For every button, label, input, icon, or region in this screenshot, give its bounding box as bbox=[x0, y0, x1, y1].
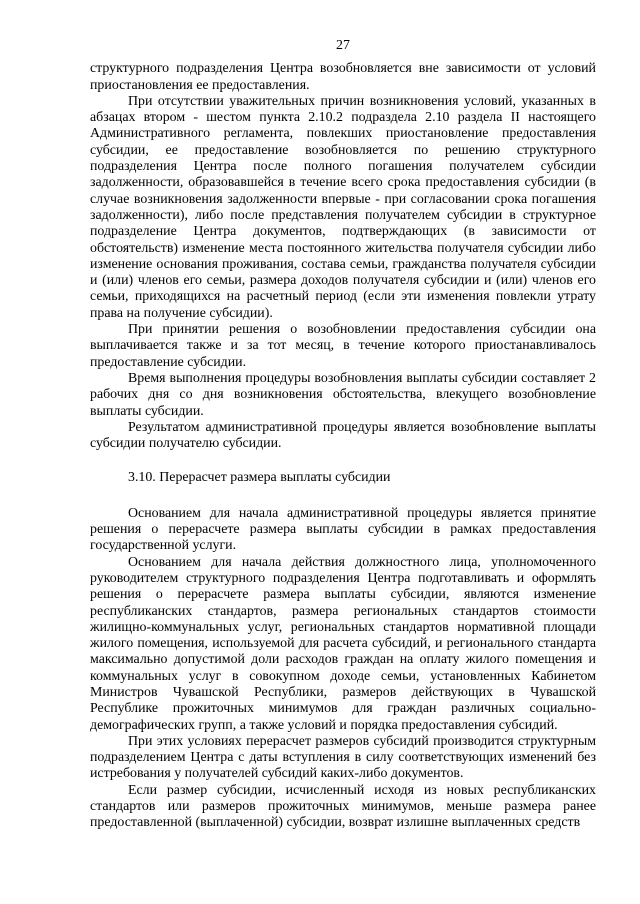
paragraph-procedure-duration: Время выполнения процедуры возобновления выплаты субсидии составляет 2 рабочих дня со дня возникновения обстоятельства, влекущего возобновление выплаты субсидии. bbox=[90, 370, 596, 419]
paragraph-resumption-conditions: При отсутствии уважительных причин возникновения условий, указанных в абзацах втором - шестом пункта 2.10.2 подраздела 2.10 раздела II настоящего Административного регламента, повлекших приостановление предоставления субсидии, ее предоставление возобновляется по решению структурного подразделения Центра после полного погашения получателем субсидии задолженности, образовавшейся в течение всего срока предоставления субсидии (в случае возникновения задолженности впервые - при согласовании срока погашения задолженности), либо после представления получателем субсидии в структурное подразделение Центра документов, подтверждающих (в зависимости от обстоятельств) изменение места постоянного жительства получателя субсидии либо изменение основания проживания, состава семьи, гражданства получателя субсидии и (или) членов его семьи, размера доходов получателя субсидии и (или) членов его семьи, приходящихся на расчетный период (если эти изменения повлекли утрату права на получение субсидии). bbox=[90, 93, 596, 321]
paragraph-payment-for-suspended-month: При принятии решения о возобновлении предоставления субсидии она выплачивается также и за тот месяц, в течение которого приостанавливалось предоставление субсидии. bbox=[90, 322, 596, 370]
paragraph-recalculation-conditions: При этих условиях перерасчет размеров субсидий производится структурным подразделением Центра с даты вступления в силу соответствующих изменений без истребования у получателей субсидий каких-либо документов. bbox=[90, 733, 596, 782]
paragraph-official-action-basis: Основанием для начала действия должностного лица, уполномоченного руководителем структурного подразделения Центра подготавливать и оформлять решения о перерасчете размера выплаты субсидии, являются изменение республиканских стандартов, размера региональных стандартов стоимости жилищно-коммунальных услуг, региональных стандартов нормативной площади жилого помещения, используемой для расчета субсидий, и регионального стандарта максимально допустимой доли расходов граждан на оплату жилого помещения и коммунальных услуг в совокупном доходе семьи, установленных Кабинетом Министров Чувашской Республики, размеров действующих в Чувашской Республике прожиточных минимумов для граждан различных социально-демографических групп, а также условий и порядка предоставления субсидий. bbox=[90, 554, 596, 733]
paragraph-continuation: структурного подразделения Центра возобновляется вне зависимости от условий приостановления ее предоставления. bbox=[90, 61, 596, 93]
paragraph-overpayment-return: Если размер субсидии, исчисленный исходя из новых республиканских стандартов или размеров прожиточных минимумов, меньше размера ранее предоставленной (выплаченной) субсидии, возврат излишне выплаченных средств bbox=[90, 782, 596, 831]
section-heading: 3.10. Перерасчет размера выплаты субсидии bbox=[128, 470, 391, 486]
paragraph-procedure-result: Результатом административной процедуры является возобновление выплаты субсидии получателю субсидии. bbox=[90, 419, 596, 452]
paragraph-procedure-basis: Основанием для начала административной процедуры является принятие решения о перерасчете размера выплаты субсидии в рамках предоставления государственной услуги. bbox=[90, 505, 596, 554]
document-page bbox=[90, 38, 596, 832]
page-number: 27 bbox=[336, 38, 350, 53]
